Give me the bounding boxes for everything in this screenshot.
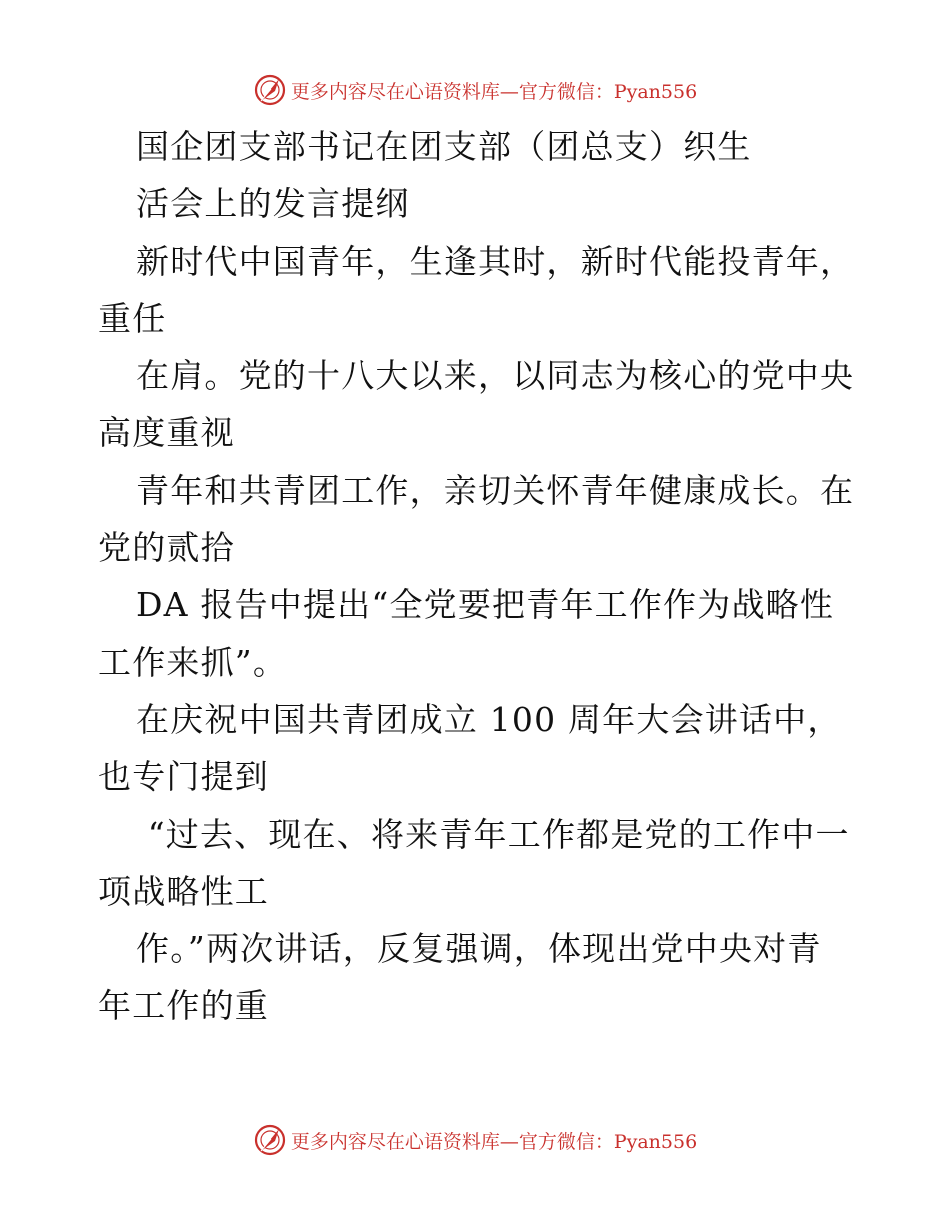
paragraph-line: 项战略性工 xyxy=(98,871,269,911)
paragraph-line: DA 报告中提出“全党要把青年工作作为战略性 xyxy=(136,585,835,625)
paragraph-line: 国企团支部书记在团支部（团总支）织生 xyxy=(136,127,752,166)
paragraph-line: 在肩。党的十八大以来，以同志为核心的党中央 xyxy=(136,356,855,396)
paragraph-line: 新时代中国青年，生逢其时，新时代能投青年， xyxy=(136,241,855,281)
paragraph-line: 工作来抓”。 xyxy=(98,642,288,682)
paragraph-line: “过去、现在、将来青年工作都是党的工作中一 xyxy=(136,814,850,854)
paragraph-line: 也专门提到 xyxy=(98,757,269,797)
paragraph-line: 党的贰拾 xyxy=(98,528,235,568)
header-banner xyxy=(0,70,950,110)
paragraph-line: 重任 xyxy=(98,298,167,338)
paragraph-line: 青年和共青团工作，亲切关怀青年健康成长。在 xyxy=(136,470,855,510)
paragraph-line: 在庆祝中国共青团成立 100 周年大会讲话中， xyxy=(136,699,842,739)
footer-banner xyxy=(0,1120,950,1160)
header-banner-text: 更多内容尽在心语资料库—官方微信：Pyan556 xyxy=(290,80,698,103)
document-body xyxy=(98,118,858,1035)
paragraph-line: 活会上的发言提纲 xyxy=(136,184,410,224)
paragraph-line: 高度重视 xyxy=(98,413,235,453)
paragraph-line: 作。”两次讲话，反复强调，体现出党中央对青 xyxy=(136,929,822,969)
quill-logo-icon xyxy=(253,73,287,107)
quill-logo-icon xyxy=(253,1123,287,1157)
footer-banner-text: 更多内容尽在心语资料库—官方微信：Pyan556 xyxy=(290,1130,698,1153)
paragraph-line: 年工作的重 xyxy=(98,986,269,1026)
